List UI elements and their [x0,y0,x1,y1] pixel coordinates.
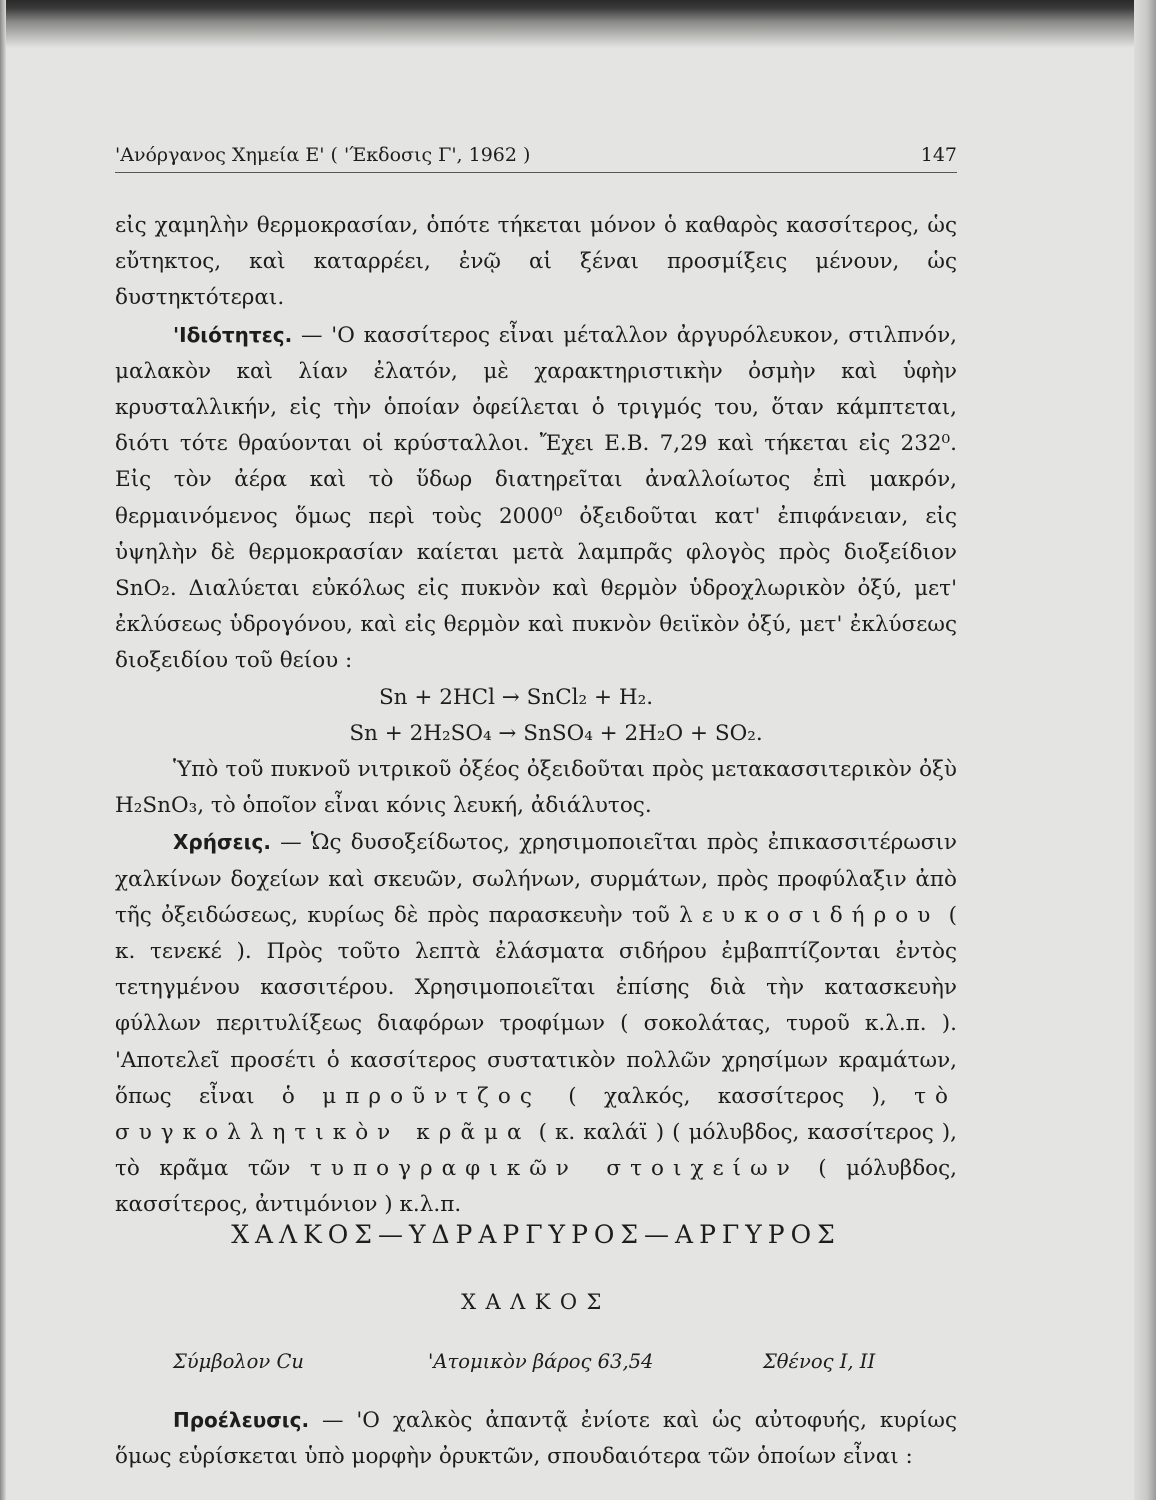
heading-origin: Προέλευσις. [173,1408,310,1432]
page-number: 147 [920,144,957,166]
running-header [115,138,957,173]
spaced-term-tinplate: λευκοσιδήρου [679,902,940,928]
paragraph-uses [115,824,957,1223]
scan-right-edge [1134,0,1156,1500]
scan-top-edge [0,0,1156,48]
book-title: 'Ανόργανος Χημεία Ε' ( 'Έκδοσις Γ', 1962 ) [115,144,531,166]
subsection-title: ΧΑΛΚΟΣ [461,1290,611,1314]
section-title: ΧΑΛΚΟΣ—ΥΔΡΑΡΓΥΡΟΣ—ΑΡΓΥΡΟΣ [231,1220,841,1249]
paragraph-nitric: Ὑπὸ τοῦ πυκνοῦ νιτρικοῦ ὀξέος ὀξειδοῦται πρὸς μετακασσιτερικὸν ὀξὺ H₂SnO₃, τὸ ὁποῖον εἶναι κόνις λευκή, ἀδιάλυτος. [115,757,957,819]
spaced-term-type-metal: τυπογραφικῶν στοιχείων [309,1156,799,1182]
copper-symbol: Σύμβολον Cu [173,1350,304,1373]
paragraph-melting: εἰς χαμηλὴν θερμοκρασίαν, ὁπότε τήκεται μόνον ὁ καθαρὸς κασσίτερος, ὡς εὔτηκτος, καὶ καταρρέει, ἐνῷ αἱ ξέναι προσμίξεις μένουν, ὡς δυστηκτότεραι. [115,213,957,311]
uses-text-4: ( κ. καλάϊ ) ( μόλυβδος, κασσίτερος ), τὸ κρᾶμα τῶν [115,1120,958,1182]
copper-valence: Σθένος I, II [763,1350,876,1373]
heading-properties: 'Ιδιότητες. [173,322,293,347]
uses-text-3: ( χαλκός, κασσίτερος ), [568,1083,887,1109]
origin-section [115,1402,957,1475]
heading-uses: Χρήσεις. [173,830,271,855]
uses-text-2: ( κ. τενεκέ ). Πρὸς τοῦτο λεπτὰ ἐλάσματα σιδήρου ἐμβαπτίζονται ἐντὸς τετηγμένου κασσιτέρου. Χρησιμοποιεῖται ἐπίσης διὰ τὴν κατασκευὴν φύλλων περιτυλίξεως διαφόρων τροφίμων ( σοκολάτας, τυροῦ κ.λ.π. ). 'Αποτελεῖ προσέτι ὁ κασσίτερος συστατικὸν πολλῶν χρησίμων κραμάτων, ὅπως εἶναι ὁ [115,902,957,1109]
origin-text: — 'Ο χαλκὸς ἀπαντᾷ ἐνίοτε καὶ ὡς αὐτοφυής, κυρίως ὅμως εὑρίσκεται ὑπὸ μορφὴν ὀρυκτῶν, σπουδαιότερα τῶν ὁποίων εἶναι : [115,1408,957,1470]
equation-h2so4: Sn + 2H₂SO₄ → SnSO₄ + 2H₂O + SO₂. [349,720,763,746]
uses-text-1: — Ὡς δυσοξείδωτος, χρησιμοποιεῖται πρὸς ἐπικασσιτέρωσιν χαλκίνων δοχείων καὶ σκευῶν, σωλήνων, συρμάτων, πρὸς προφύλαξιν ἀπὸ τῆς ὀξειδώσεως, κυρίως δὲ πρὸς παρασκευὴν τοῦ [115,830,957,928]
paragraph-properties [115,317,957,680]
uses-text-5: ( μόλυβδος, κασσίτερος, ἀντιμόνιον ) κ.λ.π. [115,1156,957,1218]
copper-atomic-weight: 'Ατομικὸν βάρος 63,54 [428,1350,654,1373]
equation-hcl: Sn + 2HCl → SnCl₂ + H₂. [378,684,654,710]
properties-text-cont: SnO₂. Διαλύεται εὐκόλως εἰς πυκνὸν καὶ θερμὸν ὑδροχλωρικὸν ὀξύ, μετ' ἐκλύσεως ὑδρογόνου, καὶ εἰς θερμὸν καὶ πυκνὸν θειϊκὸν ὀξύ, μετ' ἐκλύσεως διοξειδίου τοῦ θείου : [115,576,957,674]
properties-text: — 'Ο κασσίτερος εἶναι μέταλλον ἀργυρόλευκον, στιλπνόν, μαλακὸν καὶ λίαν ἐλατόν, μὲ χαρακτηριστικὴν ὀσμὴν καὶ ὑφὴν κρυσταλλικήν, εἰς τὴν ὁποίαν ὀφείλεται ὁ τριγμός του, ὅταν κάμπτεται, διότι τότε θραύονται οἱ κρύσταλλοι. Ἔχει Ε.Β. 7,29 καὶ τήκεται εἰς 232⁰. Εἰς τὸν ἀέρα καὶ τὸ ὕδωρ διατηρεῖται ἀναλλοίωτος ἐπὶ μακρόν, θερμαινόμενος ὅμως περὶ τοὺς 2000⁰ ὀξειδοῦται κατ' ἐπιφάνειαν, εἰς ὑψηλὴν δὲ θερμοκρασίαν καίεται μετὰ λαμπρᾶς φλογὸς πρὸς διοξείδιον [115,322,957,565]
spaced-term-bronze: μπροῦντζος [322,1083,541,1109]
scan-left-edge [0,0,6,1500]
spaced-term-solder: τὸ συγκολλητικὸν κρᾶμα [115,1083,958,1146]
main-text [115,208,957,1224]
paragraph-origin [115,1402,957,1475]
